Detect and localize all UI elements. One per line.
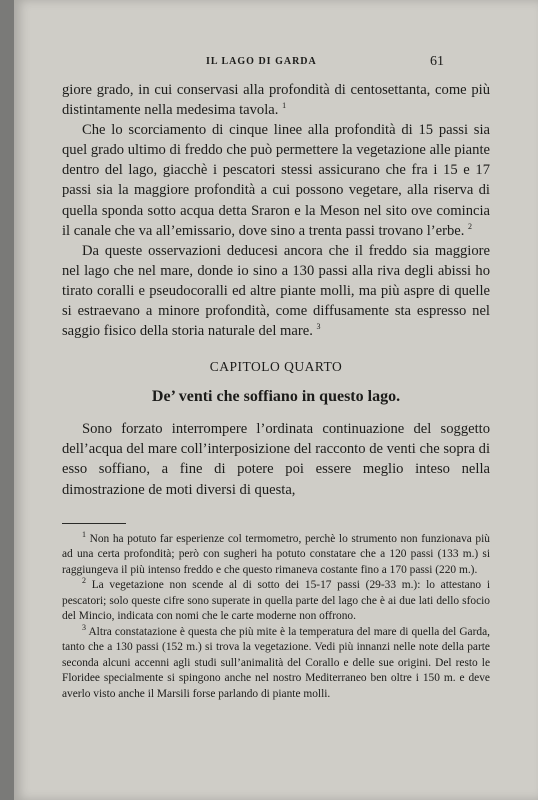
chapter-label: CAPITOLO QUARTO [209,359,343,375]
paragraph [62,80,490,120]
footnote-ref[interactable]: 2 [468,221,473,231]
chapter-body [62,419,490,499]
footnote-text: Non ha potuto far esperienze col termometro, perchè lo strumento non funzionava più ad una certa profondità; però con sugheri ha potuto constatare che a 120 passi (133 m.) si raggiungeva il più intenso freddo e che questo rimaneva costante fino a 170 passi (220 m.). [62,532,490,576]
footnote [62,578,490,625]
paragraph-text: Che lo scorciamento di cinque linee alla profondità di 15 passi sia quel grado ultimo di freddo che può permettere la vegetazione alle piante dentro del lago, giacchè i pescatori stessi assicurano che fra i 15 e 17 passi sia la maggiore profondità a cui possono vegetare, alla riserva di quella sponda sotto acqua detta Sraron e la Meson nel sito ove comincia il canale che va all’emissario, dove sino a trenta passi trovano l’erbe. [62,122,490,239]
footnote [62,622,491,703]
footnote-ref[interactable]: 3 [316,322,321,332]
running-head [14,56,538,72]
footnote-mark: 3 [82,622,86,632]
footnotes [62,529,491,703]
paragraph [62,241,490,341]
paragraph-text: Da queste osservazioni deducesi ancora che il freddo sia maggiore nel lago che nel mare, donde io sino a 130 passi alla riva degli abissi ho tirato coralli e pseudocoralli ed altre piante molli, ma più aspre di quelle si estraevano a minore profondità, come diffusamente sta espresso nel saggio fisico della storia naturale del mare. [62,242,490,340]
text-block [62,80,490,702]
paragraph-text: giore grado, in cui conservasi alla profondità di centosettanta, come più distintamente nella medesima tavola. [62,82,490,119]
paragraph-text: Sono forzato interrompere l’ordinata continuazione del soggetto dell’acqua del mare coll’interposizione del racconto de venti che sopra di esso soffiano, a fine di potere poi essere meglio inteso nella dimostrazione de moti diversi di questa, [62,421,490,498]
chapter-title: De’ venti che soffiano in questo lago. [151,388,401,406]
footnote-ref[interactable]: 1 [282,101,287,111]
book-page [14,0,538,800]
paragraph [62,419,490,499]
running-title: IL LAGO DI GARDA [206,56,317,67]
footnote-mark: 2 [82,576,86,586]
footnote-text: Altra constatazione è questa che più mite è la temperatura del mare di quella del Garda, tanto che a 130 passi (152 m.) si trova la vegetazione. Vedi più innanzi nelle note della parte seconda alcuni accenni agli studi sull’animalità del Corallo e delle sue origini. Del resto le Floridee specialmente si spingono anche nel nostro Mediterraneo ben oltre i 150 m. e deve averlo visto anche il Marsili forse parlando di piante molli. [62,625,491,700]
page-number: 61 [430,54,444,69]
footnote-divider [62,523,126,524]
footnote-mark: 1 [82,529,86,539]
footnote [62,529,490,579]
paragraph [62,120,490,241]
footnote-text: La vegetazione non scende al di sotto dei 15-17 passi (29-33 m.): lo attestano i pescatori; solo queste cifre sono superate in quella parte del lago che è ai due lati dello sfocio del Mincio, indicata con nomi che le carte moderne non offrono. [62,579,490,623]
body-text [62,80,490,341]
